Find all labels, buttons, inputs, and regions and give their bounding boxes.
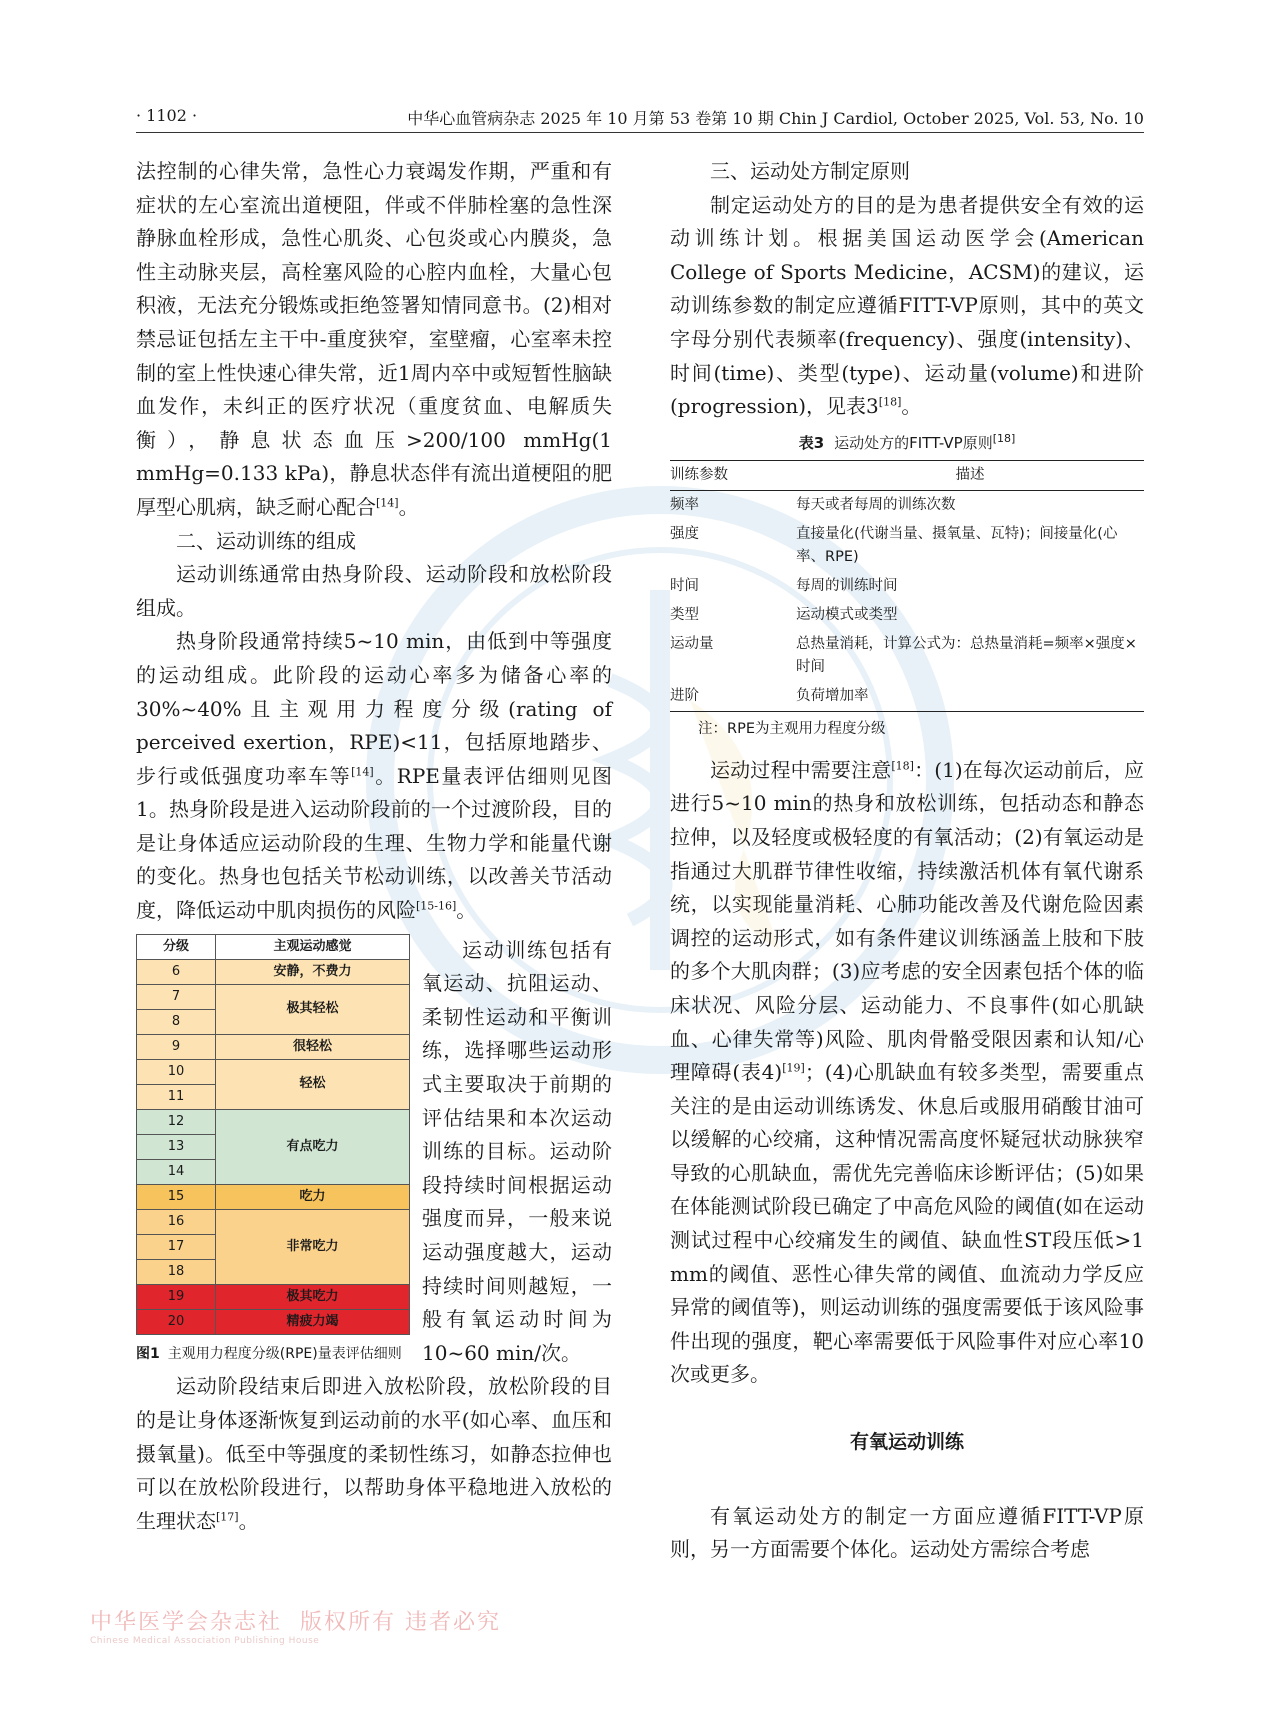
rpe-header-feeling: 主观运动感觉 bbox=[216, 934, 410, 959]
paragraph: 运动训练通常由热身阶段、运动阶段和放松阶段组成。 bbox=[136, 562, 612, 620]
rpe-level: 6 bbox=[137, 959, 216, 984]
page-header bbox=[136, 104, 1144, 133]
rpe-level: 17 bbox=[137, 1234, 216, 1259]
rpe-header-level: 分级 bbox=[137, 934, 216, 959]
paragraph: 运动过程中需要注意[18]：(1)在每次运动前后，应进行5~10 min的热身和放松训练，包括动态和静态拉伸，以及轻度或极轻度的有氧活动；(2)有氧运动是指通过大肌群节律性收缩，持续激活机体有氧代谢系统，以实现能量消耗、心肺功能改善及代谢危险因素调控的运动形式，如有条件建议训练涵盖上肢和下肢的多个大肌肉群；(3)应考虑的安全因素包括个体的临床状况、风险分层、运动能力、不良事件(如心肌缺血、心律失常等)风险、肌肉骨骼受限因素和认知/心理障碍(表4)[19]；(4)心肌缺血有较多类型，需要重点关注的是由运动训练诱发、休息后或服用硝酸甘油可以缓解的心绞痛，这种情况需高度怀疑冠状动脉狭窄导致的心肌缺血，需优先完善临床诊断评估；(5)如果在体能测试阶段已确定了中高危风险的阈值(如在运动测试过程中心绞痛发生的阈值、缺血性ST段压低>1 mm的阈值、恶性心律失常的阈值、血流动力学反应异常的阈值等)，则运动训练的强度需要低于该风险事件出现的强度，靶心率需要低于风险事件对应心率10次或更多。 bbox=[670, 757, 1144, 1387]
rpe-feeling: 有点吃力 bbox=[216, 1109, 410, 1184]
right-column bbox=[670, 155, 1144, 1567]
rpe-level: 19 bbox=[137, 1284, 216, 1309]
table-caption: 表3 运动处方的FITT-VP原则[18] bbox=[798, 431, 1016, 452]
rpe-level: 9 bbox=[137, 1034, 216, 1059]
rpe-level: 20 bbox=[137, 1309, 216, 1334]
rpe-feeling: 极其轻松 bbox=[216, 984, 410, 1034]
figure-caption: 图1 主观用力程度分级(RPE)量表评估细则 bbox=[136, 1345, 402, 1362]
paragraph: 运动阶段结束后即进入放松阶段，放松阶段的目的是让身体逐渐恢复到运动前的水平(如心率、血压和摄氧量)。低至中等强度的柔韧性练习，如静态拉伸也可以在放松阶段进行，以帮助身体平稳地进入放松的生理状态[17]。 bbox=[136, 1374, 612, 1533]
rpe-level: 8 bbox=[137, 1009, 216, 1034]
rpe-row bbox=[137, 1209, 410, 1234]
paragraph: 法控制的心律失常，急性心力衰竭发作期，严重和有症状的左心室流出道梗阻，伴或不伴肺栓塞的急性深静脉血栓形成，急性心肌炎、心包炎或心内膜炎，急性主动脉夹层，高栓塞风险的心腔内血栓，大量心包积液，无法充分锻炼或拒绝签署知情同意书。(2)相对禁忌证包括左主干中-重度狭窄，室壁瘤，心室率未控制的室上性快速心律失常，近1周内卒中或短暂性脑缺血发作，未纠正的医疗状况（重度贫血、电解质失衡），静息状态血压>200/100 mmHg(1 mmHg=0.133 kPa)，静息状态伴有流出道梗阻的肥厚型心肌病，缺乏耐心配合[14]。 bbox=[136, 159, 612, 519]
paragraph: 有氧运动处方的制定一方面应遵循FITT-VP原则，另一方面需要个体化。运动处方需综合考虑 bbox=[670, 1503, 1144, 1562]
rpe-level: 10 bbox=[137, 1059, 216, 1084]
page-number: · 1102 · bbox=[136, 106, 198, 125]
table-header-desc: 描述 bbox=[796, 460, 1144, 490]
rpe-feeling: 吃力 bbox=[216, 1184, 410, 1209]
rpe-row bbox=[137, 1184, 410, 1209]
rpe-row bbox=[137, 1109, 410, 1134]
rpe-feeling: 极其吃力 bbox=[216, 1284, 410, 1309]
rpe-feeling: 精疲力竭 bbox=[216, 1309, 410, 1334]
rpe-feeling: 很轻松 bbox=[216, 1034, 410, 1059]
table-note: 注：RPE为主观用力程度分级 bbox=[698, 720, 886, 737]
left-column bbox=[136, 155, 612, 1538]
section-title: 有氧运动训练 bbox=[849, 1431, 964, 1454]
rpe-row bbox=[137, 1284, 410, 1309]
table-row: 时间 每周的训练时间 bbox=[670, 577, 898, 594]
rpe-level: 14 bbox=[137, 1159, 216, 1184]
figure-1 bbox=[136, 934, 410, 1365]
rpe-level: 11 bbox=[137, 1084, 216, 1109]
figure-with-text bbox=[136, 934, 612, 1371]
rpe-row bbox=[137, 1034, 410, 1059]
rpe-level: 12 bbox=[137, 1109, 216, 1134]
rpe-row bbox=[137, 1309, 410, 1334]
rpe-row bbox=[137, 959, 410, 984]
rpe-level: 16 bbox=[137, 1209, 216, 1234]
rpe-level: 18 bbox=[137, 1259, 216, 1284]
rpe-feeling: 安静，不费力 bbox=[216, 959, 410, 984]
rpe-scale-table bbox=[136, 934, 410, 1335]
rpe-row bbox=[137, 984, 410, 1009]
rpe-row bbox=[137, 1059, 410, 1084]
table-row: 类型 运动模式或类型 bbox=[670, 606, 898, 623]
table-row: 运动量 总热量消耗，计算公式为：总热量消耗=频率×强度×时间 bbox=[670, 635, 1137, 675]
paragraph: 热身阶段通常持续5~10 min，由低到中等强度的运动组成。此阶段的运动心率多为储备心率的30%~40%且主观用力程度分级(rating of perceived exertion，RPE)<11，包括原地踏步、步行或低强度功率车等[14]。RPE量表评估细则见图1。热身阶段是进入运动阶段前的一个过渡阶段，目的是让身体适应运动阶段的生理、生物力学和能量代谢的变化。热身也包括关节松动训练，以改善关节活动度，降低运动中肌肉损伤的风险[15-16]。 bbox=[136, 629, 612, 923]
section-heading: 二、运动训练的组成 bbox=[176, 528, 356, 553]
section-heading: 三、运动处方制定原则 bbox=[710, 159, 910, 183]
rpe-level: 13 bbox=[137, 1134, 216, 1159]
table-row: 进阶 负荷增加率 bbox=[670, 682, 1144, 712]
rpe-feeling: 非常吃力 bbox=[216, 1209, 410, 1284]
table-header-param: 训练参数 bbox=[670, 460, 796, 490]
publisher-watermark: 中华医学会杂志社 版权所有 违者必究 Chinese Medical Association Publishing House bbox=[90, 1610, 502, 1646]
table-row: 频率 每天或者每周的训练次数 bbox=[670, 496, 956, 513]
rpe-level: 7 bbox=[137, 984, 216, 1009]
paragraph: 运动训练包括有氧运动、抗阻运动、柔韧性运动和平衡训练，选择哪些运动形式主要取决于前期的评估结果和本次运动训练的目标。运动阶段持续时间根据运动强度而异，一般来说运动强度越大，运动持续时间则越短，一般有氧运动时间为10~60 min/次。 bbox=[422, 937, 612, 1365]
rpe-feeling: 轻松 bbox=[216, 1059, 410, 1109]
journal-citation: 中华心血管病杂志 2025 年 10 月第 53 卷第 10 期 Chin J Cardiol, October 2025, Vol. 53, No. 10 bbox=[407, 109, 1144, 128]
fitt-vp-table bbox=[670, 460, 1144, 712]
rpe-level: 15 bbox=[137, 1184, 216, 1209]
table-row: 强度 直接量化(代谢当量、摄氧量、瓦特)；间接量化(心率、RPE) bbox=[670, 525, 1118, 565]
paragraph: 制定运动处方的目的是为患者提供安全有效的运动训练计划。根据美国运动医学会(American College of Sports Medicine，ACSM)的建议，运动训练参数的制定应遵循FITT-VP原则，其中的英文字母分别代表频率(frequency)、强度(intensity)、时间(time)、类型(type)、运动量(volume)和进阶(progression)，见表3[18]。 bbox=[670, 192, 1144, 419]
